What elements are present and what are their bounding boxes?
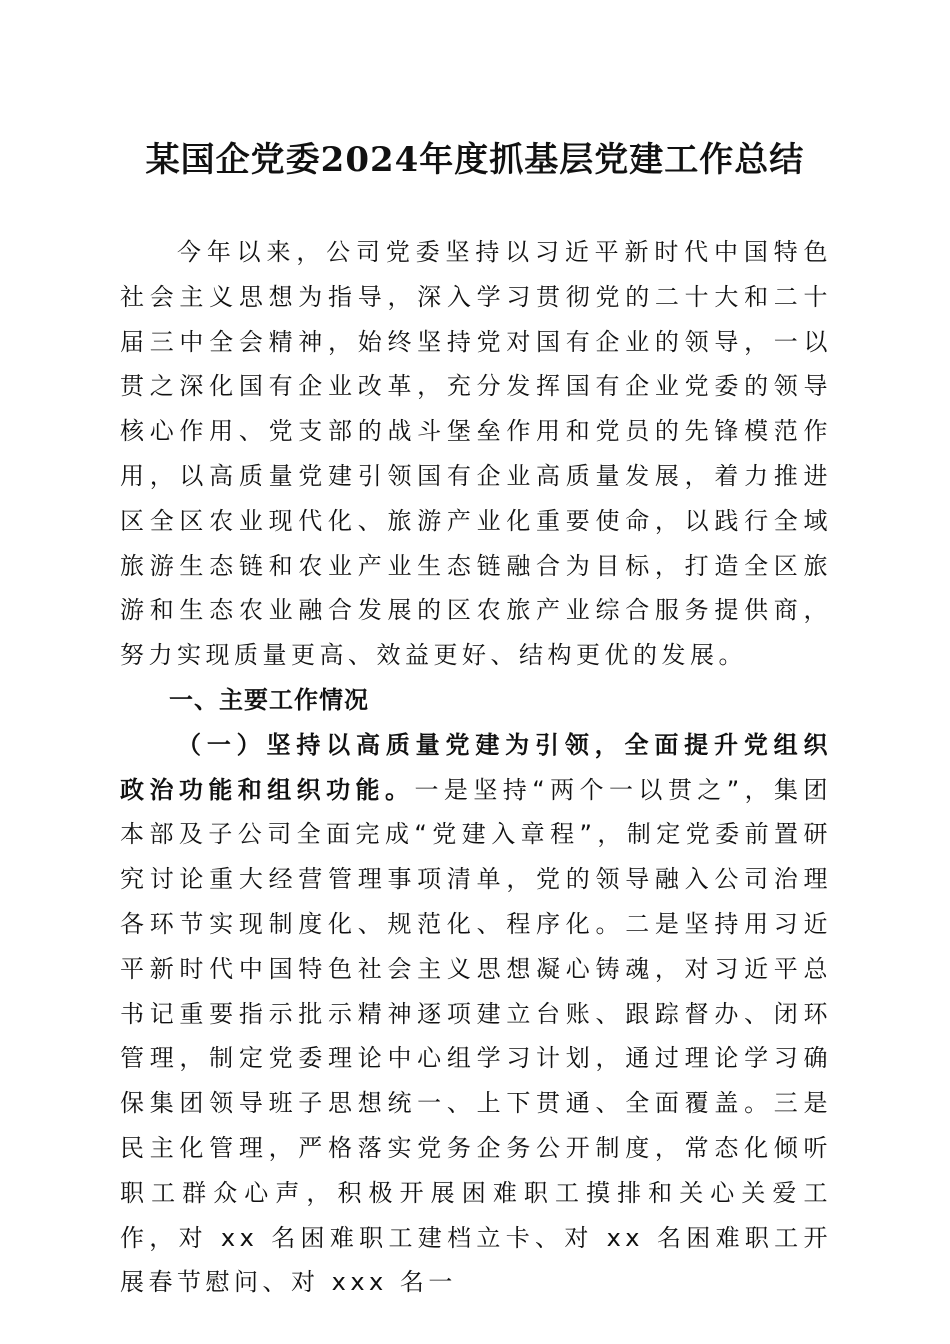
subsection-heading: （一）坚持以高质量党建为引领，全面提升党组织政治功能和组织功能。 (120, 730, 832, 804)
intro-paragraph: 今年以来，公司党委坚持以习近平新时代中国特色社会主义思想为指导，深入学习贯彻党的二十大和二十届三中全会精神，始终坚持党对国有企业的领导，一以贯之深化国有企业改革，充分发挥国有企业党委的领导核心作用、党支部的战斗堡垒作用和党员的先锋模范作用，以高质量党建引领国有企业高质量发展，着力推进区全区农业现代化、旅游产业化重要使命，以践行全域旅游生态链和农业产业生态链融合为目标，打造全区旅游和生态农业融合发展的区农旅产业综合服务提供商，努力实现质量更高、效益更好、结构更优的发展。 (120, 238, 832, 670)
subsection-paragraph (120, 723, 832, 1305)
subsection-body: 一是坚持“两个一以贯之”，集团本部及子公司全面完成“党建入章程”，制定党委前置研究讨论重大经营管理事项清单，党的领导融入公司治理各环节实现制度化、规范化、程序化。二是坚持用习近平新时代中国特色社会主义思想凝心铸魂，对习近平总书记重要指示批示精神逐项建立台账、跟踪督办、闭环管理，制定党委理论中心组学习计划，通过理论学习确保集团领导班子思想统一、上下贯通、全面覆盖。三是民主化管理，严格落实党务企务公开制度，常态化倾听职工群众心声，积极开展困难职工摸排和关心关爱工作，对 xx 名困难职工建档立卡、对 xx 名困难职工开展春节慰问、对 xxx 名一 (120, 775, 833, 1297)
document-title: 某国企党委2024年度抓基层党建工作总结 (145, 140, 805, 180)
document-body (120, 230, 832, 1305)
section-heading: 一、主要工作情况 (169, 685, 369, 714)
